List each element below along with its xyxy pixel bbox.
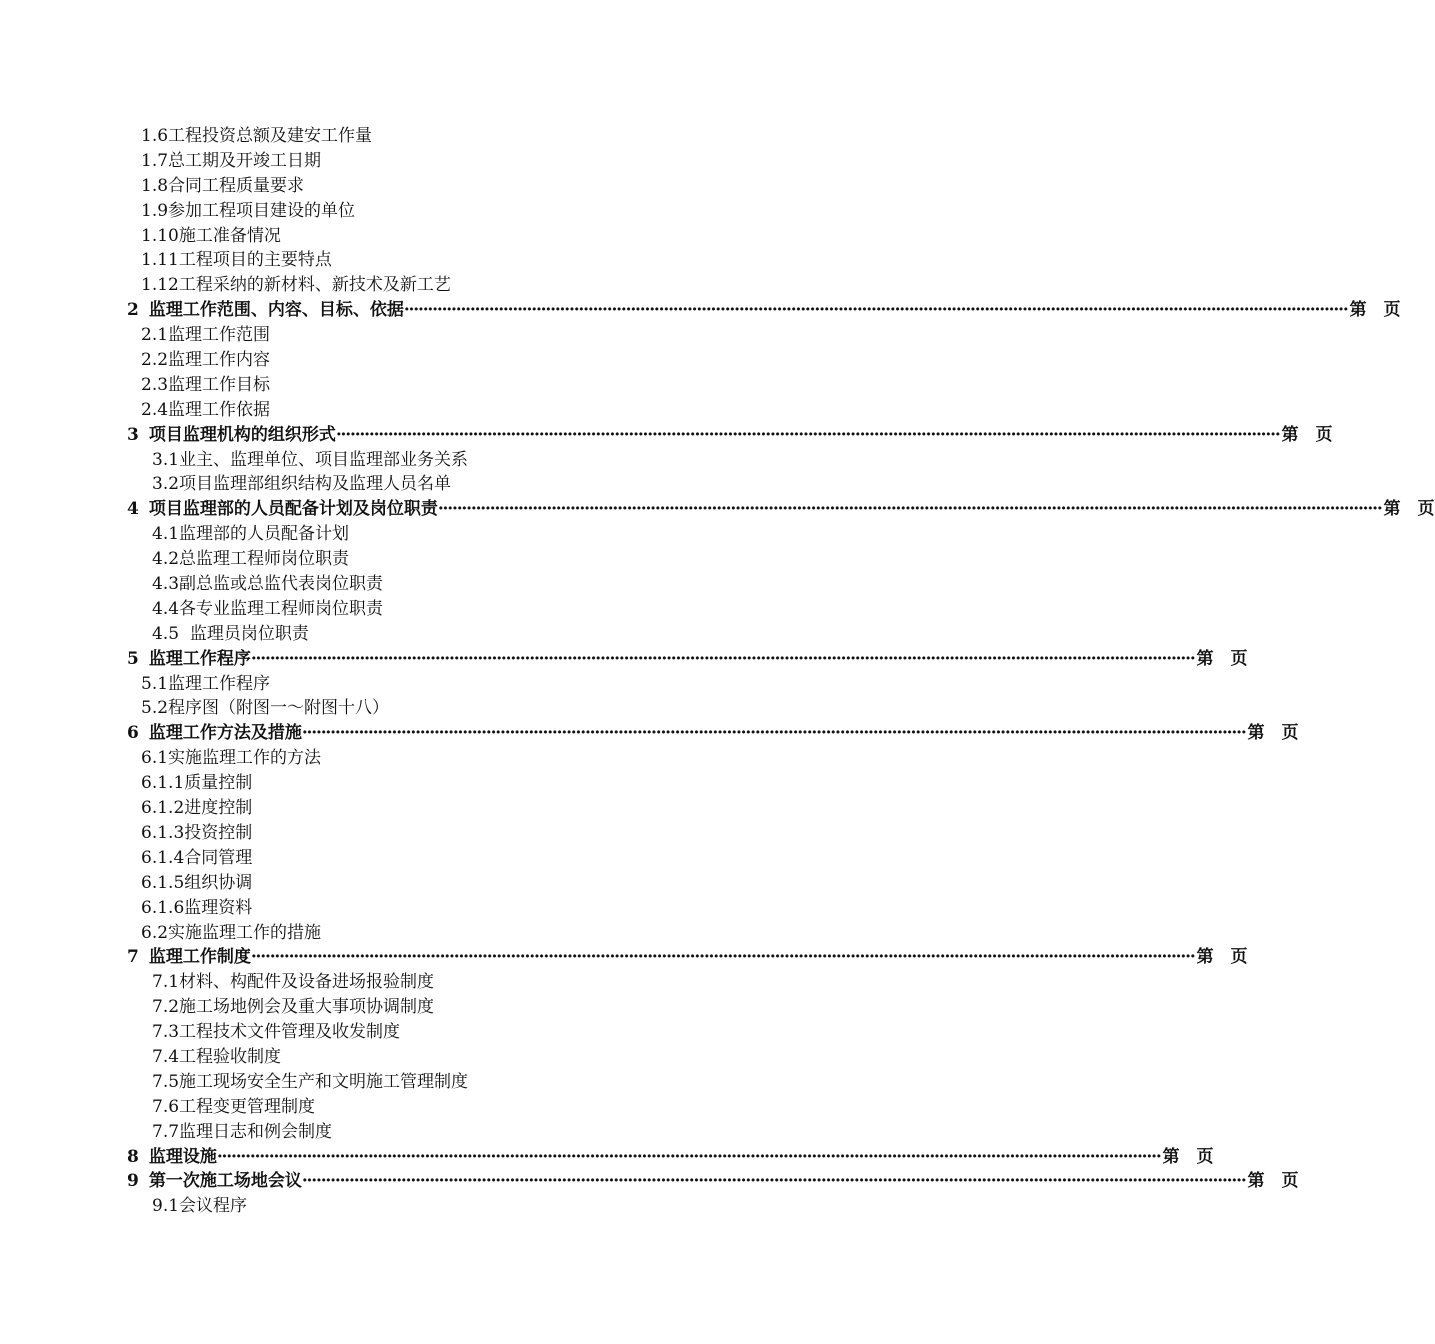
toc-subsection-entry	[127, 1120, 807, 1145]
toc-subsection-title: 监理工作内容	[168, 350, 271, 371]
toc-leader-dots: ········································································································································································································	[250, 648, 1195, 669]
toc-section-number: 2	[127, 300, 139, 321]
toc-subsection-entry	[127, 1045, 807, 1070]
toc-subsection-title: 实施监理工作的措施	[168, 922, 322, 943]
toc-subsection-entry	[127, 199, 807, 224]
toc-subsection-number: 7.6	[152, 1096, 180, 1117]
toc-section-number: 4	[127, 499, 139, 520]
toc-subsection-entry	[127, 597, 807, 622]
toc-subsection-number: 4.3	[152, 574, 180, 595]
toc-section-entry	[127, 945, 1248, 970]
toc-section-title: 第一次施工场地会议	[148, 1171, 302, 1192]
toc-subsection-title: 工程验收制度	[179, 1046, 282, 1067]
toc-subsection-number: 7.2	[152, 997, 180, 1018]
toc-subsection-number: 7.7	[152, 1121, 180, 1142]
toc-subsection-entry	[127, 1020, 807, 1045]
toc-section-entry	[127, 721, 1299, 746]
toc-subsection-entry	[127, 622, 807, 647]
toc-subsection-entry	[127, 1194, 807, 1219]
toc-subsection-entry	[127, 821, 807, 846]
toc-subsection-title: 监理工作范围	[168, 325, 271, 346]
toc-subsection-title: 施工准备情况	[178, 225, 281, 246]
toc-subsection-entry	[127, 248, 807, 273]
toc-subsection-title: 程序图（附图一～附图十八）	[168, 698, 390, 719]
toc-leader-dots: ········································································································································································································	[403, 300, 1348, 321]
toc-subsection-number: 1.6	[141, 126, 169, 146]
toc-page-label: 第 页	[1349, 300, 1401, 321]
toc-page-label: 第 页	[1247, 1171, 1299, 1192]
toc-subsection-entry	[127, 796, 807, 821]
toc-subsection-title: 组织协调	[184, 872, 253, 893]
toc-section-number: 6	[127, 723, 139, 744]
toc-subsection-number: 6.1.4	[141, 847, 185, 868]
toc-page-label: 第 页	[1196, 648, 1248, 669]
toc-subsection-number: 6.2	[141, 922, 169, 943]
toc-subsection-title: 投资控制	[184, 822, 253, 843]
toc-section-entry	[127, 298, 1401, 323]
toc-section-number: 7	[127, 947, 139, 968]
toc-subsection-entry	[127, 448, 807, 473]
toc-subsection-title: 实施监理工作的方法	[168, 748, 322, 769]
toc-subsection-entry	[127, 472, 807, 497]
toc-subsection-title: 会议程序	[179, 1196, 248, 1217]
toc-subsection-entry	[127, 373, 807, 398]
toc-subsection-entry	[127, 273, 807, 298]
toc-subsection-number: 1.10	[141, 225, 179, 246]
toc-subsection-title: 各专业监理工程师岗位职责	[179, 598, 384, 619]
toc-subsection-entry	[127, 224, 807, 249]
toc-subsection-number: 6.1.5	[141, 872, 185, 893]
toc-subsection-title: 进度控制	[184, 798, 253, 819]
toc-section-entry	[127, 1169, 1299, 1194]
toc-subsection-number: 4.4	[152, 598, 180, 619]
toc-subsection-title: 工程技术文件管理及收发制度	[179, 1022, 401, 1043]
toc-subsection-title: 监理工作目标	[168, 374, 271, 395]
toc-subsection-title: 工程采纳的新材料、新技术及新工艺	[178, 275, 451, 296]
toc-subsection-number: 7.3	[152, 1022, 180, 1043]
toc-page-label: 第 页	[1247, 723, 1299, 744]
toc-subsection-number: 6.1	[141, 748, 169, 769]
toc-subsection-title: 材料、构配件及设备进场报验制度	[179, 972, 435, 993]
toc-subsection-number: 5.2	[141, 698, 169, 719]
toc-subsection-entry	[127, 771, 807, 796]
toc-subsection-title: 总监理工程师岗位职责	[179, 549, 350, 570]
toc-subsection-entry	[127, 124, 807, 149]
toc-subsection-entry	[127, 871, 807, 896]
toc-subsection-title: 监理日志和例会制度	[179, 1121, 333, 1142]
toc-subsection-number: 1.12	[141, 275, 179, 296]
toc-subsection-title: 监理工作依据	[168, 399, 271, 420]
toc-subsection-number: 5.1	[141, 673, 169, 694]
toc-section-title: 项目监理部的人员配备计划及岗位职责	[148, 499, 438, 520]
toc-section-number: 9	[127, 1171, 139, 1192]
table-of-contents	[127, 124, 1435, 1219]
toc-subsection-entry	[127, 995, 807, 1020]
toc-subsection-number: 2.4	[141, 399, 169, 420]
toc-subsection-number: 1.8	[141, 175, 169, 196]
toc-subsection-title: 监理员岗位职责	[179, 623, 309, 644]
toc-subsection-title: 合同工程质量要求	[168, 175, 305, 196]
toc-subsection-entry	[127, 746, 807, 771]
toc-subsection-number: 2.2	[141, 350, 169, 371]
toc-subsection-entry	[127, 572, 807, 597]
toc-section-number: 5	[127, 648, 139, 669]
toc-leader-dots: ········································································································································································································	[250, 947, 1195, 968]
toc-subsection-number: 1.9	[141, 200, 169, 221]
toc-subsection-entry	[127, 896, 807, 921]
toc-subsection-number: 6.1.1	[141, 773, 185, 794]
toc-subsection-title: 质量控制	[184, 773, 253, 794]
toc-subsection-entry	[127, 522, 807, 547]
toc-subsection-number: 7.1	[152, 972, 180, 993]
toc-section-title: 项目监理机构的组织形式	[148, 424, 336, 445]
toc-section-entry	[127, 497, 1435, 522]
toc-subsection-entry	[127, 547, 807, 572]
toc-subsection-entry	[127, 1095, 807, 1120]
toc-subsection-entry	[127, 398, 807, 423]
toc-subsection-title: 监理工作程序	[168, 673, 271, 694]
toc-section-number: 8	[127, 1146, 139, 1167]
toc-subsection-number: 6.1.3	[141, 822, 185, 843]
toc-subsection-number: 3.1	[152, 449, 180, 470]
toc-subsection-number: 4.1	[152, 524, 180, 545]
toc-subsection-number: 1.7	[141, 150, 169, 171]
toc-subsection-title: 合同管理	[184, 847, 253, 868]
toc-subsection-number: 4.5	[152, 623, 180, 644]
toc-section-title: 监理工作程序	[148, 648, 251, 669]
toc-subsection-entry	[127, 1070, 807, 1095]
toc-leader-dots: ········································································································································································································	[335, 424, 1280, 445]
toc-subsection-entry	[127, 970, 807, 995]
toc-subsection-number: 7.5	[152, 1071, 180, 1092]
toc-leader-dots: ········································································································································································································	[301, 723, 1246, 744]
toc-leader-dots: ········································································································································································································	[437, 499, 1382, 520]
toc-subsection-title: 项目监理部组织结构及监理人员名单	[179, 474, 452, 495]
toc-section-title: 监理工作范围、内容、目标、依据	[148, 300, 404, 321]
toc-subsection-title: 副总监或总监代表岗位职责	[179, 574, 384, 595]
toc-subsection-number: 3.2	[152, 474, 180, 495]
toc-subsection-number: 6.1.2	[141, 798, 185, 819]
toc-subsection-title: 施工场地例会及重大事项协调制度	[179, 997, 435, 1018]
toc-leader-dots: ········································································································································································································	[216, 1146, 1161, 1167]
toc-page-label: 第 页	[1196, 947, 1248, 968]
toc-subsection-number: 7.4	[152, 1046, 180, 1067]
toc-subsection-title: 总工期及开竣工日期	[168, 150, 322, 171]
toc-subsection-number: 1.11	[141, 250, 179, 271]
toc-subsection-title: 监理部的人员配备计划	[179, 524, 350, 545]
toc-subsection-title: 业主、监理单位、项目监理部业务关系	[179, 449, 469, 470]
toc-subsection-entry	[127, 323, 807, 348]
toc-subsection-entry	[127, 672, 807, 697]
toc-subsection-title: 监理资料	[184, 897, 253, 918]
toc-subsection-entry	[127, 846, 807, 871]
toc-subsection-title: 参加工程项目建设的单位	[168, 200, 356, 221]
toc-subsection-number: 2.3	[141, 374, 169, 395]
toc-subsection-title: 工程投资总额及建安工作量	[168, 126, 373, 146]
toc-subsection-entry	[127, 174, 807, 199]
toc-subsection-entry	[127, 149, 807, 174]
toc-section-entry	[127, 1145, 1214, 1170]
toc-subsection-title: 工程项目的主要特点	[178, 250, 332, 271]
toc-section-entry	[127, 423, 1333, 448]
toc-page-label: 第 页	[1281, 424, 1333, 445]
toc-section-title: 监理设施	[148, 1146, 217, 1167]
toc-subsection-title: 工程变更管理制度	[179, 1096, 316, 1117]
toc-subsection-entry	[127, 921, 807, 946]
toc-section-title: 监理工作制度	[148, 947, 251, 968]
toc-section-entry	[127, 647, 1248, 672]
toc-subsection-number: 6.1.6	[141, 897, 185, 918]
toc-subsection-number: 4.2	[152, 549, 180, 570]
toc-section-number: 3	[127, 424, 139, 445]
toc-subsection-number: 9.1	[152, 1196, 180, 1217]
toc-page-label: 第 页	[1162, 1146, 1214, 1167]
toc-section-title: 监理工作方法及措施	[148, 723, 302, 744]
toc-subsection-entry	[127, 348, 807, 373]
toc-subsection-number: 2.1	[141, 325, 169, 346]
toc-page-label: 第 页	[1383, 499, 1435, 520]
toc-leader-dots: ········································································································································································································	[301, 1171, 1246, 1192]
toc-subsection-entry	[127, 696, 807, 721]
toc-subsection-title: 施工现场安全生产和文明施工管理制度	[179, 1071, 469, 1092]
